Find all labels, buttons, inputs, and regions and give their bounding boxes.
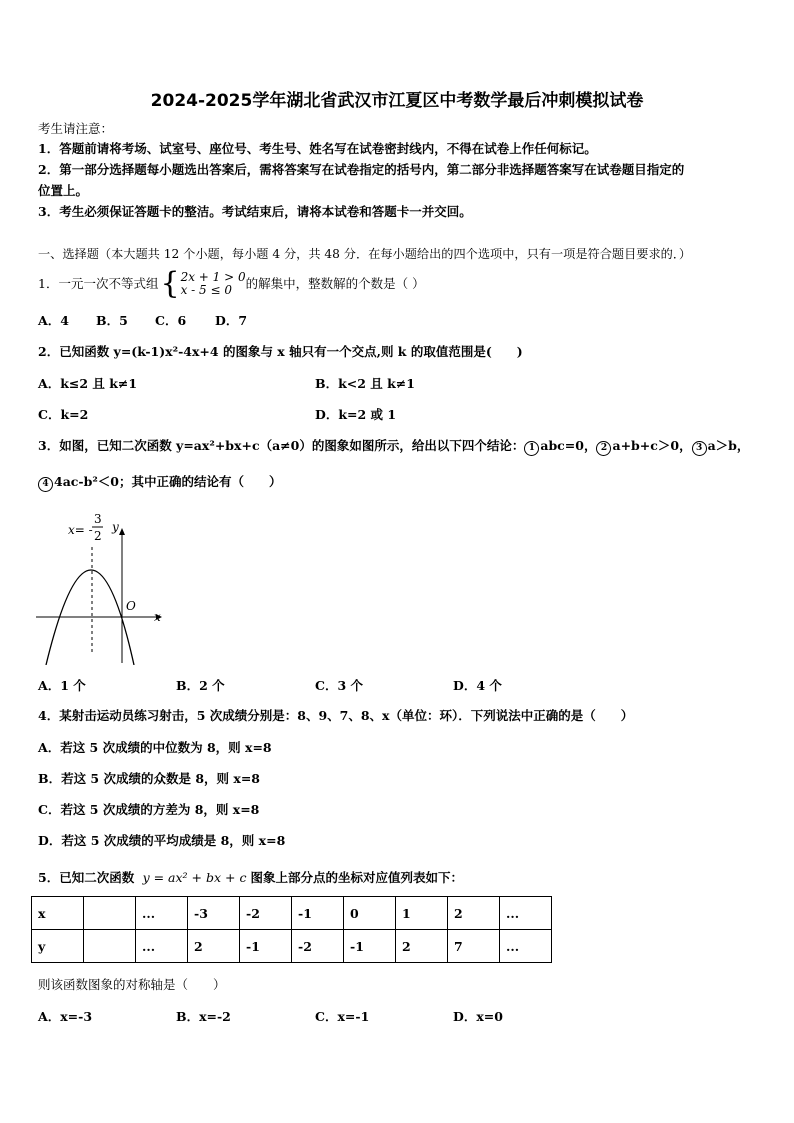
origin-label: O <box>126 599 136 613</box>
fraction-numerator: 3 <box>94 512 102 526</box>
table-cell: 2 <box>188 930 240 963</box>
question-5 <box>38 870 463 886</box>
q3-option-d: D．4 个 <box>453 678 502 693</box>
q3-option-b: B．2 个 <box>176 678 225 693</box>
q5-formula: y = ax² + bx + c <box>142 870 247 885</box>
q5-option-a: A．x=-3 <box>38 1009 93 1024</box>
table-cell: -1 <box>240 930 292 963</box>
parabola-figure <box>30 505 170 665</box>
notice-heading: 考生请注意： <box>38 121 114 136</box>
notice-item-3: 3．考生必须保证答题卡的整洁。考试结束后，请将本试卷和答题卡一并交回。 <box>38 204 472 219</box>
q1-option-d: D．7 <box>215 313 248 328</box>
y-axis-arrow-icon <box>119 528 125 535</box>
q4-option-d: D．若这 5 次成绩的平均成绩是 8，则 x=8 <box>38 833 286 848</box>
table-cell: ... <box>136 897 188 930</box>
q5-option-c: C．x=-1 <box>315 1009 370 1024</box>
table-row-y <box>32 930 552 963</box>
table-cell: -1 <box>292 897 344 930</box>
table-cell: -2 <box>292 930 344 963</box>
symmetry-axis-label: x= - <box>68 523 93 537</box>
question-2: 2．已知函数 y=(k-1)x²-4x+4 的图象与 x 轴只有一个交点,则 k 的取值范围是( ) <box>38 344 523 359</box>
circled-number-4: 4 <box>38 477 53 492</box>
q3-conclusion-4: 4ac-b²＜0；其中正确的结论有（ ） <box>54 474 282 489</box>
table-cell: 0 <box>344 897 396 930</box>
table-cell <box>84 897 136 930</box>
table-cell <box>84 930 136 963</box>
table-cell: -2 <box>240 897 292 930</box>
q2-option-c: C．k=2 <box>38 407 89 422</box>
notice-item-2: 2．第一部分选择题每小题选出答案后，需将答案写在试卷指定的括号内，第二部分非选择题答案写在试卷题目指定的 <box>38 162 685 177</box>
table-cell: 7 <box>448 930 500 963</box>
q4-option-c: C．若这 5 次成绩的方差为 8，则 x=8 <box>38 802 260 817</box>
notice-item-2-cont: 位置上。 <box>38 183 89 198</box>
inequality-system <box>181 271 246 297</box>
brace-icon: { <box>160 266 180 301</box>
table-cell: x <box>32 897 84 930</box>
table-cell: y <box>32 930 84 963</box>
inequality-1: 2x + 1 > 0 <box>180 270 246 284</box>
q4-option-b: B．若这 5 次成绩的众数是 8，则 x=8 <box>38 771 260 786</box>
inequality-2: x - 5 ≤ 0 <box>180 283 232 297</box>
page-title: 2024-2025学年湖北省武汉市江夏区中考数学最后冲刺模拟试卷 <box>150 91 644 111</box>
table-cell: -1 <box>344 930 396 963</box>
circled-number-2: 2 <box>596 441 611 456</box>
table-row-x <box>32 897 552 930</box>
q3-option-c: C．3 个 <box>315 678 363 693</box>
q1-stem-post: 的解集中，整数解的个数是（ ） <box>245 276 425 291</box>
q3-option-a: A．1 个 <box>38 678 86 693</box>
y-axis-label: y <box>112 520 119 534</box>
q5-stem-pre: 5．已知二次函数 <box>38 870 135 885</box>
circled-number-1: 1 <box>524 441 539 456</box>
question-3-line-1 <box>38 438 749 456</box>
q4-option-a: A．若这 5 次成绩的中位数为 8，则 x=8 <box>38 740 272 755</box>
table-cell: ... <box>136 930 188 963</box>
table-cell: -3 <box>188 897 240 930</box>
x-axis-label: x <box>154 610 161 624</box>
table-cell: 1 <box>396 897 448 930</box>
q1-option-a: A．4 <box>38 313 69 328</box>
q5-stem-post: 图象上部分点的坐标对应值列表如下： <box>250 870 463 885</box>
table-cell: ... <box>500 897 552 930</box>
q3-conclusion-1: abc=0， <box>540 438 597 453</box>
q1-option-c: C．6 <box>155 313 187 328</box>
q2-option-a: A．k≤2 且 k≠1 <box>38 376 138 391</box>
q1-stem-pre: 1．一元一次不等式组 <box>38 276 159 291</box>
q3-conclusion-2: a+b+c＞0， <box>612 438 692 453</box>
notice-item-1: 1．答题前请将考场、试室号、座位号、考生号、姓名写在试卷密封线内，不得在试卷上作任何标记。 <box>38 141 597 156</box>
q3-stem: 3．如图，已知二次函数 y=ax²+bx+c（a≠0）的图象如图所示，给出以下四个结论： <box>38 438 525 453</box>
table-cell: ... <box>500 930 552 963</box>
q2-option-b: B．k<2 且 k≠1 <box>315 376 415 391</box>
q5-option-d: D．x=0 <box>453 1009 503 1024</box>
q1-option-b: B．5 <box>96 313 128 328</box>
table-cell: 2 <box>448 897 500 930</box>
section-heading: 一、选择题（本大题共 12 个小题，每小题 4 分，共 48 分．在每小题给出的四个选项中，只有一项是符合题目要求的．） <box>38 247 692 261</box>
circled-number-3: 3 <box>692 441 707 456</box>
q3-conclusion-3: a＞b， <box>707 438 750 453</box>
question-3-line-2 <box>38 474 282 492</box>
value-table <box>31 896 552 963</box>
table-cell: 2 <box>396 930 448 963</box>
q5-question: 则该函数图象的对称轴是（ ） <box>38 977 226 992</box>
fraction-denominator: 2 <box>94 529 102 543</box>
q2-option-d: D．k=2 或 1 <box>315 407 397 422</box>
q5-option-b: B．x=-2 <box>176 1009 231 1024</box>
question-1 <box>38 266 425 301</box>
question-4: 4．某射击运动员练习射击，5 次成绩分别是：8、9、7、8、x（单位：环）．下列说法中正确的是（ ） <box>38 708 634 723</box>
